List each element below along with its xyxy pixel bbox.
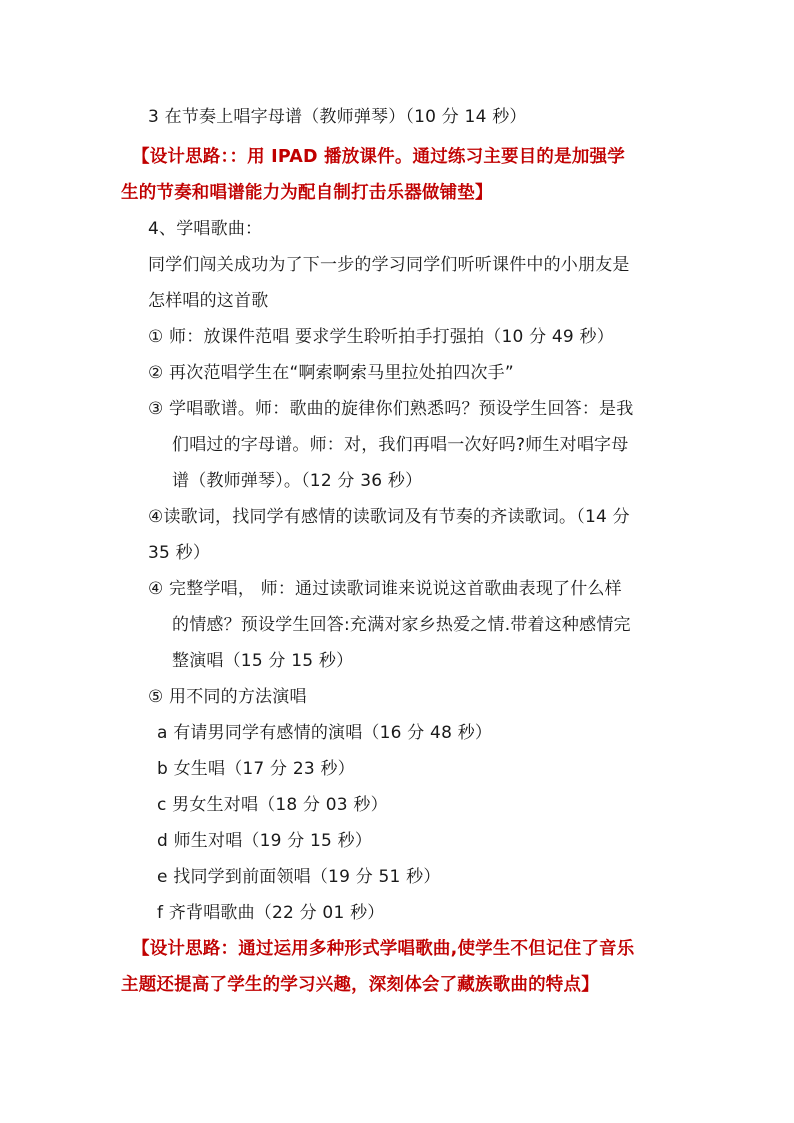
- intro-line-2: 怎样唱的这首歌: [148, 291, 269, 311]
- design-note-1-line-1: 【设计思路：：用 IPAD 播放课件。通过练习主要目的是加强学: [132, 147, 625, 167]
- item-4a-line-2: 35 秒）: [148, 543, 211, 563]
- intro-line-1: 同学们闯关成功为了下一步的学习同学们听听课件中的小朋友是: [148, 255, 630, 275]
- sub-item-d: d 师生对唱（19 分 15 秒）: [157, 831, 373, 851]
- item-3-line-2: 们唱过的字母谱。师：对，我们再唱一次好吗?师生对唱字母: [172, 435, 629, 455]
- item-3-line-1: ③ 学唱歌谱。师：歌曲的旋律你们熟悉吗？预设学生回答：是我: [148, 399, 634, 419]
- step-3-line: 3 在节奏上唱字母谱（教师弹琴）（10 分 14 秒）: [148, 107, 527, 127]
- item-3-line-3: 谱（教师弹琴）。（12 分 36 秒）: [172, 471, 423, 491]
- sub-item-b: b 女生唱（17 分 23 秒）: [157, 759, 355, 779]
- sub-item-f: f 齐背唱歌曲（22 分 01 秒）: [157, 903, 385, 923]
- section-4-heading: 4、学唱歌曲：: [148, 219, 263, 239]
- sub-item-c: c 男女生对唱（18 分 03 秒）: [157, 795, 388, 815]
- item-4b-line-1: ④ 完整学唱， 师：通过读歌词谁来说说这首歌曲表现了什么样: [148, 579, 622, 599]
- item-5-line: ⑤ 用不同的方法演唱: [148, 687, 307, 707]
- design-note-2-line-2: 主题还提高了学生的学习兴趣，深刻体会了藏族歌曲的特点】: [121, 975, 599, 995]
- item-4b-line-3: 整演唱（15 分 15 秒）: [172, 651, 354, 671]
- item-4b-line-2: 的情感？预设学生回答:充满对家乡热爱之情.带着这种感情完: [172, 615, 631, 635]
- design-note-1-line-2: 生的节奏和唱谱能力为配自制打击乐器做铺垫】: [121, 183, 493, 203]
- item-4a-line-1: ④读歌词，找同学有感情的读歌词及有节奏的齐读歌词。（14 分: [148, 507, 630, 527]
- design-note-2-line-1: 【设计思路：通过运用多种形式学唱歌曲,使学生不但记住了音乐: [132, 939, 635, 959]
- sub-item-e: e 找同学到前面领唱（19 分 51 秒）: [157, 867, 441, 887]
- item-2-line: ② 再次范唱学生在“啊索啊索马里拉处拍四次手”: [148, 363, 514, 383]
- item-1-line: ① 师：放课件范唱 要求学生聆听拍手打强拍（10 分 49 秒）: [148, 327, 614, 347]
- sub-item-a: a 有请男同学有感情的演唱（16 分 48 秒）: [157, 723, 493, 743]
